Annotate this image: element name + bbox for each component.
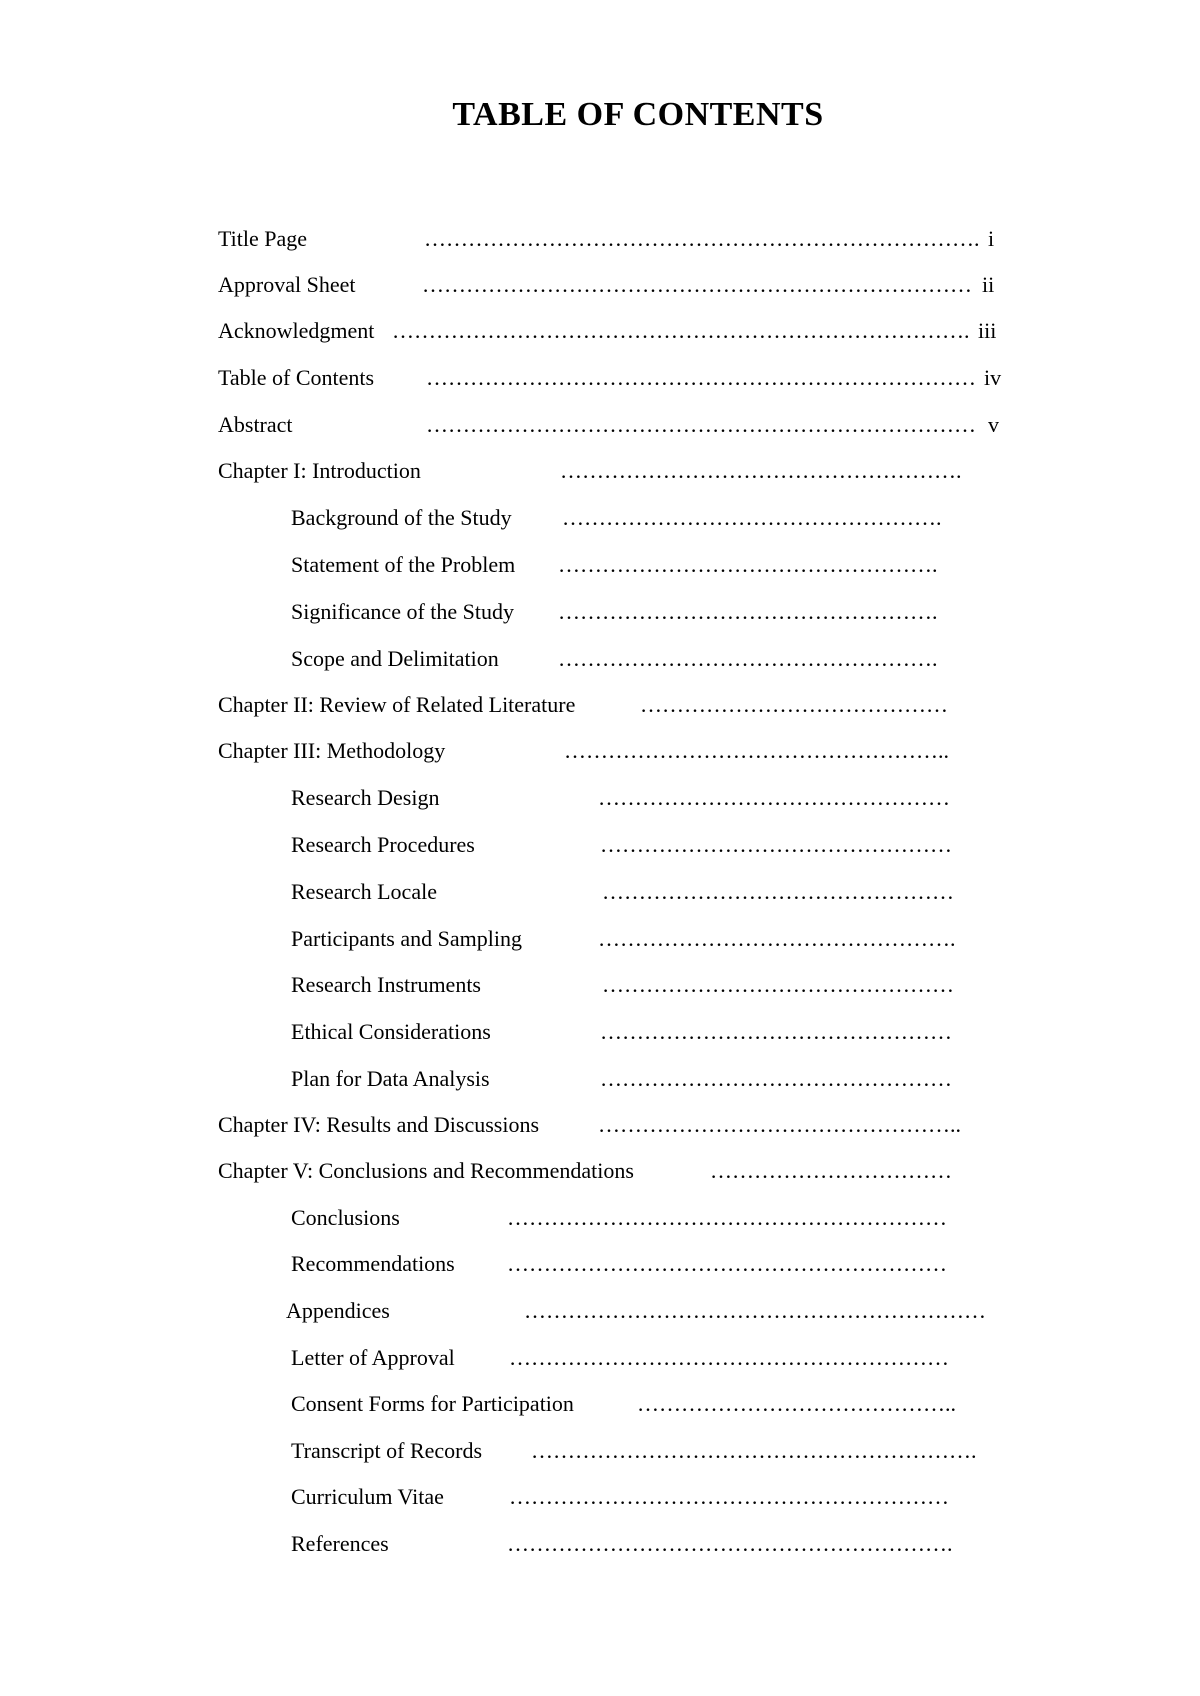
toc-entry-consent-forms[interactable]	[291, 1389, 1000, 1419]
toc-dot-leader: ……………………………………………………	[507, 1205, 947, 1230]
toc-dot-leader: …………………………………………	[602, 879, 954, 904]
toc-entry-chapter-3[interactable]	[218, 736, 1000, 766]
toc-entry-label: Scope and Delimitation	[291, 646, 499, 671]
toc-entry-letter-of-approval[interactable]	[291, 1343, 1000, 1373]
toc-entry-abstract[interactable]	[218, 410, 1000, 440]
toc-entry-significance-of-the-study[interactable]	[291, 597, 1000, 627]
toc-dot-leader: ……………………………………………….	[560, 458, 962, 483]
toc-entry-label: Plan for Data Analysis	[291, 1066, 490, 1091]
toc-entry-plan-for-data-analysis[interactable]	[291, 1064, 1000, 1094]
toc-entry-curriculum-vitae[interactable]	[291, 1482, 1000, 1512]
toc-dot-leader: …………………………………………	[602, 972, 954, 997]
toc-entry-research-instruments[interactable]	[291, 970, 1000, 1000]
toc-entry-transcript-of-records[interactable]	[291, 1436, 1000, 1466]
toc-page-number: iii	[978, 318, 997, 343]
toc-dot-leader: …………………………………………………………………	[426, 412, 976, 437]
toc-dot-leader: ……………………………………	[640, 692, 948, 717]
toc-entry-title-page[interactable]	[218, 224, 1000, 254]
toc-entry-label: Table of Contents	[218, 365, 375, 390]
toc-dot-leader: …………………………………………….	[558, 599, 938, 624]
toc-entry-label: Acknowledgment	[218, 318, 375, 343]
toc-entry-label: Curriculum Vitae	[291, 1484, 444, 1509]
toc-dot-leader: …………………………………………….	[558, 646, 938, 671]
toc-entry-participants-and-sampling[interactable]	[291, 924, 1000, 954]
toc-entry-label: Chapter I: Introduction	[218, 458, 421, 483]
toc-dot-leader: ………………………………………………………………….	[424, 226, 980, 251]
toc-dot-leader: …………………………………………….	[558, 552, 938, 577]
toc-dot-leader: ………………………………………….	[598, 926, 956, 951]
toc-entry-ethical-considerations[interactable]	[291, 1017, 1000, 1047]
toc-dot-leader: …………………………………………….	[562, 505, 942, 530]
toc-entry-label: Background of the Study	[291, 505, 512, 530]
toc-entry-label: Research Procedures	[291, 832, 475, 857]
toc-entry-table-of-contents[interactable]	[218, 363, 1000, 393]
toc-entry-label: References	[291, 1531, 389, 1556]
toc-entry-label: Transcript of Records	[291, 1438, 483, 1463]
toc-entry-statement-of-the-problem[interactable]	[291, 550, 1000, 580]
toc-entry-appendices[interactable]	[286, 1296, 1000, 1326]
toc-entry-label: Title Page	[218, 226, 308, 251]
toc-entry-references[interactable]	[291, 1529, 1000, 1559]
toc-entry-label: Approval Sheet	[218, 272, 356, 297]
toc-entry-conclusions[interactable]	[291, 1203, 1000, 1233]
toc-entry-label: Research Design	[291, 785, 440, 810]
toc-entry-scope-and-delimitation[interactable]	[291, 644, 1000, 674]
toc-page-number: i	[988, 226, 995, 251]
toc-entry-research-locale[interactable]	[291, 877, 1000, 907]
toc-dot-leader: …………………………………………	[600, 1066, 952, 1091]
toc-entry-label: Research Instruments	[291, 972, 481, 997]
toc-dot-leader: ……………………………………………………	[507, 1251, 947, 1276]
toc-page-number: v	[988, 412, 999, 437]
toc-dot-leader: …………………………………………	[600, 832, 952, 857]
toc-entry-label: Ethical Considerations	[291, 1019, 491, 1044]
toc-dot-leader: ……………………………………………..	[564, 738, 949, 763]
toc-dot-leader: …………………………………………..	[598, 1112, 961, 1137]
toc-dot-leader: …………………………………………………………………….	[392, 318, 970, 343]
toc-dot-leader: ………………………………………………………	[524, 1298, 986, 1323]
toc-entry-chapter-1[interactable]	[218, 456, 1000, 486]
toc-entry-recommendations[interactable]	[291, 1249, 1000, 1279]
toc-dot-leader: …………………………………………	[598, 785, 950, 810]
toc-entry-research-procedures[interactable]	[291, 830, 1000, 860]
toc-entry-label: Conclusions	[291, 1205, 400, 1230]
toc-entry-acknowledgment[interactable]	[218, 316, 1000, 346]
toc-entry-chapter-2[interactable]	[218, 690, 1000, 720]
toc-dot-leader: ……………………………	[710, 1158, 952, 1183]
toc-dot-leader: …………………………………………………………………	[422, 272, 972, 297]
page-title: TABLE OF CONTENTS	[452, 96, 824, 133]
toc-entry-label: Significance of the Study	[291, 599, 515, 624]
toc-entry-label: Statement of the Problem	[291, 552, 516, 577]
toc-entry-background-of-the-study[interactable]	[291, 503, 1000, 533]
toc-entry-label: Research Locale	[291, 879, 437, 904]
toc-entry-label: Letter of Approval	[291, 1345, 455, 1370]
toc-dot-leader: …………………………………………	[600, 1019, 952, 1044]
toc-entry-chapter-5[interactable]	[218, 1156, 1000, 1186]
toc-entry-label: Recommendations	[291, 1251, 455, 1276]
toc-page-number: iv	[984, 365, 1002, 390]
toc-dot-leader: …………………………………………………….	[507, 1531, 953, 1556]
toc-dot-leader: …………………………………………………………………	[426, 365, 976, 390]
toc-entry-label: Appendices	[286, 1298, 390, 1323]
toc-entry-label: Chapter III: Methodology	[218, 738, 446, 763]
toc-entry-label: Consent Forms for Participation	[291, 1391, 574, 1416]
toc-dot-leader: ……………………………………………………	[509, 1484, 949, 1509]
toc-dot-leader: …………………………………………………….	[531, 1438, 977, 1463]
toc-entry-label: Participants and Sampling	[291, 926, 522, 951]
toc-entry-label: Abstract	[218, 412, 293, 437]
toc-page-number: ii	[982, 272, 995, 297]
toc-dot-leader: ……………………………………..	[637, 1391, 956, 1416]
toc-entry-label: Chapter II: Review of Related Literature	[218, 692, 576, 717]
toc-entry-research-design[interactable]	[291, 783, 1000, 813]
toc-entry-label: Chapter V: Conclusions and Recommendations	[218, 1158, 634, 1183]
toc-entry-chapter-4[interactable]	[218, 1110, 1000, 1140]
toc-entry-approval-sheet[interactable]	[218, 270, 1000, 300]
toc-entry-label: Chapter IV: Results and Discussions	[218, 1112, 540, 1137]
toc-dot-leader: ……………………………………………………	[509, 1345, 949, 1370]
